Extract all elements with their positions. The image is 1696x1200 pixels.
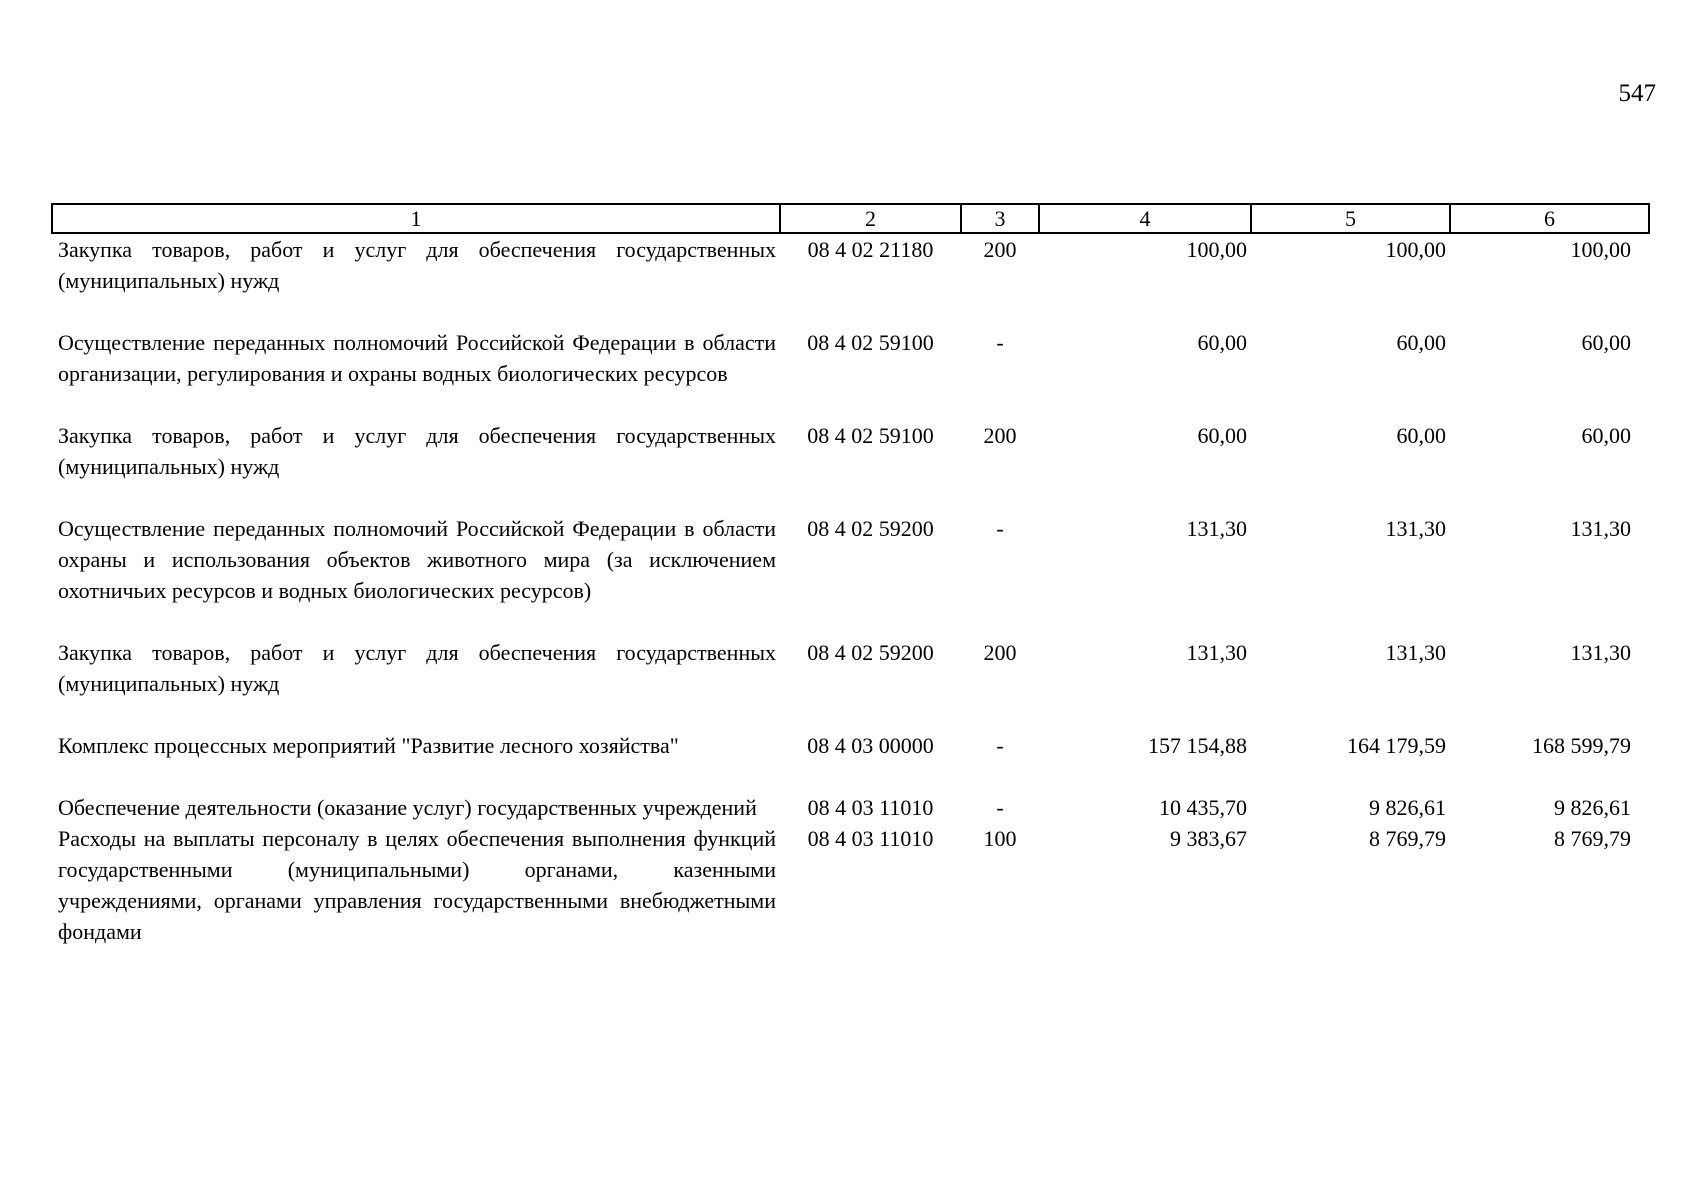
row-name: Комплекс процессных мероприятий "Развитие лесного хозяйства"	[58, 733, 679, 758]
table-body	[52, 233, 1649, 947]
row-value-6: 100,00	[1570, 237, 1631, 262]
row-value-5: 131,30	[1385, 640, 1446, 665]
row-code: 08 4 03 00000	[807, 733, 934, 758]
column-header-6: 6	[1450, 204, 1649, 233]
column-header-2: 2	[780, 204, 961, 233]
row-code: 08 4 03 11010	[807, 826, 934, 851]
row-value-5: 8 769,79	[1369, 826, 1446, 851]
row-expense-type: -	[996, 795, 1004, 820]
row-value-5: 131,30	[1385, 516, 1446, 541]
row-value-5: 164 179,59	[1347, 733, 1446, 758]
row-name: Закупка товаров, работ и услуг для обеспечения государственных (муниципальных) нужд	[58, 423, 776, 479]
row-expense-type: -	[996, 330, 1004, 355]
row-name: Закупка товаров, работ и услуг для обеспечения государственных (муниципальных) нужд	[58, 640, 776, 696]
row-value-4: 157 154,88	[1148, 733, 1247, 758]
row-value-6: 131,30	[1570, 516, 1631, 541]
row-name: Осуществление переданных полномочий Российской Федерации в области охраны и использования объектов животного мира (за исключением охотничьих ресурсов и водных биологических ресурсов)	[58, 516, 776, 603]
row-value-5: 60,00	[1396, 423, 1446, 448]
row-code: 08 4 02 59100	[807, 423, 934, 448]
row-value-4: 9 383,67	[1170, 826, 1247, 851]
row-name: Обеспечение деятельности (оказание услуг) государственных учреждений	[58, 795, 757, 820]
budget-table	[51, 203, 1650, 947]
table-row	[52, 730, 1649, 792]
row-expense-type: 100	[983, 826, 1017, 851]
column-header-1: 1	[52, 204, 780, 233]
row-value-4: 131,30	[1186, 640, 1247, 665]
row-code: 08 4 02 59200	[807, 640, 934, 665]
row-expense-type: 200	[983, 423, 1017, 448]
row-value-6: 168 599,79	[1532, 733, 1631, 758]
row-value-4: 60,00	[1197, 330, 1247, 355]
table-row	[52, 420, 1649, 513]
row-name: Закупка товаров, работ и услуг для обеспечения государственных (муниципальных) нужд	[58, 237, 776, 293]
row-value-6: 8 769,79	[1554, 826, 1631, 851]
table-row	[52, 823, 1649, 947]
table-row	[52, 513, 1649, 637]
row-value-4: 10 435,70	[1159, 795, 1247, 820]
row-value-6: 60,00	[1581, 423, 1631, 448]
table-row	[52, 327, 1649, 420]
row-name: Осуществление переданных полномочий Российской Федерации в области организации, регулирования и охраны водных биологических ресурсов	[58, 330, 776, 386]
page-number: 547	[1618, 80, 1656, 107]
row-value-6: 9 826,61	[1554, 795, 1631, 820]
row-value-5: 60,00	[1396, 330, 1446, 355]
row-value-6: 131,30	[1570, 640, 1631, 665]
table-row	[52, 792, 1649, 823]
row-value-4: 131,30	[1186, 516, 1247, 541]
row-value-6: 60,00	[1581, 330, 1631, 355]
row-code: 08 4 02 21180	[807, 237, 934, 262]
table-header	[52, 204, 1649, 233]
column-header-3: 3	[961, 204, 1039, 233]
row-code: 08 4 02 59200	[807, 516, 934, 541]
table-row	[52, 637, 1649, 730]
row-value-5: 9 826,61	[1369, 795, 1446, 820]
row-value-5: 100,00	[1385, 237, 1446, 262]
row-code: 08 4 02 59100	[807, 330, 934, 355]
column-header-4: 4	[1039, 204, 1251, 233]
row-expense-type: -	[996, 516, 1004, 541]
column-header-5: 5	[1251, 204, 1450, 233]
header-row	[52, 204, 1649, 233]
row-value-4: 100,00	[1186, 237, 1247, 262]
row-name: Расходы на выплаты персоналу в целях обеспечения выполнения функций государственными (муниципальными) органами, казенными учреждениями, органами управления государственными внебюджетными фондами	[58, 826, 776, 944]
table-row	[52, 233, 1649, 327]
row-value-4: 60,00	[1197, 423, 1247, 448]
row-code: 08 4 03 11010	[807, 795, 934, 820]
row-expense-type: 200	[983, 237, 1017, 262]
row-expense-type: -	[996, 733, 1004, 758]
row-expense-type: 200	[983, 640, 1017, 665]
